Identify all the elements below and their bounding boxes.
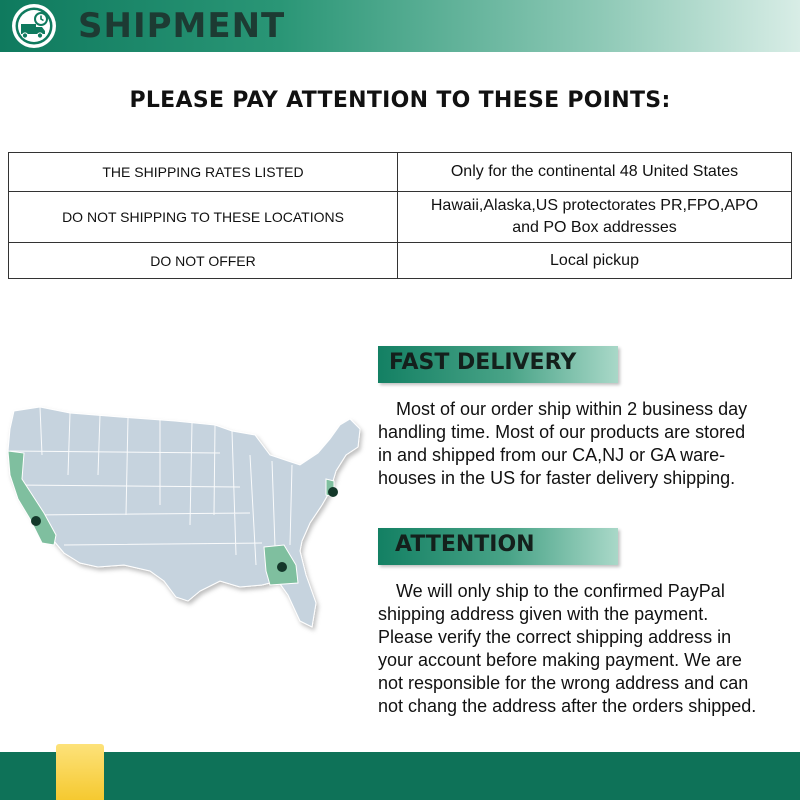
delivery-truck-icon bbox=[8, 2, 66, 50]
table-cell-value bbox=[398, 153, 792, 192]
notice-heading: PLEASE PAY ATTENTION TO THESE POINTS: bbox=[129, 88, 671, 113]
attention-tag bbox=[378, 528, 618, 565]
table-cell-label: DO NOT SHIPPING TO THESE LOCATIONS bbox=[9, 192, 398, 243]
value-line: and PO Box addresses bbox=[512, 219, 677, 236]
text-line: Please verify the correct shipping address in bbox=[378, 627, 732, 647]
ga-warehouse-marker bbox=[277, 562, 287, 572]
footer-bar bbox=[0, 752, 800, 800]
text-line: Most of our order ship within 2 business day bbox=[378, 399, 748, 419]
text-line: shipping address given with the payment. bbox=[378, 604, 709, 624]
ca-warehouse-marker bbox=[31, 516, 41, 526]
table-cell-value bbox=[398, 243, 792, 279]
text-line: houses in the US for faster delivery shipping. bbox=[378, 468, 736, 488]
value-line: Only for the continental 48 United States bbox=[450, 163, 739, 180]
page-title: SHIPMENT bbox=[78, 6, 286, 46]
attention-title: ATTENTION bbox=[395, 532, 535, 557]
us-land bbox=[8, 407, 360, 627]
table-cell-label: DO NOT OFFER bbox=[9, 243, 398, 279]
text-line: not responsible for the wrong address and can bbox=[378, 673, 749, 693]
shipping-policy-table bbox=[8, 152, 792, 279]
text-line: not chang the address after the orders shipped. bbox=[378, 696, 757, 716]
table-cell-value bbox=[398, 192, 792, 243]
table-row bbox=[9, 243, 792, 279]
fast-delivery-tag bbox=[378, 346, 618, 383]
value-line: Local pickup bbox=[550, 251, 639, 269]
attention-text bbox=[378, 580, 792, 718]
table-cell-label: THE SHIPPING RATES LISTED bbox=[9, 153, 398, 192]
footer-tab-decoration bbox=[56, 744, 104, 800]
value-line: Hawaii,Alaska,US protectorates PR,FPO,APO bbox=[430, 197, 759, 214]
fast-delivery-text bbox=[378, 398, 792, 490]
text-line: handling time. Most of our products are stored bbox=[378, 422, 746, 442]
table-row bbox=[9, 192, 792, 243]
text-line: in and shipped from our CA,NJ or GA ware- bbox=[378, 445, 726, 465]
us-map-illustration bbox=[0, 395, 372, 635]
table-row bbox=[9, 153, 792, 192]
text-line: your account before making payment. We are bbox=[378, 650, 742, 670]
fast-delivery-title: FAST DELIVERY bbox=[389, 350, 577, 375]
nj-warehouse-marker bbox=[328, 487, 338, 497]
header-banner bbox=[0, 0, 800, 52]
text-line: We will only ship to the confirmed PayPal bbox=[378, 581, 725, 601]
